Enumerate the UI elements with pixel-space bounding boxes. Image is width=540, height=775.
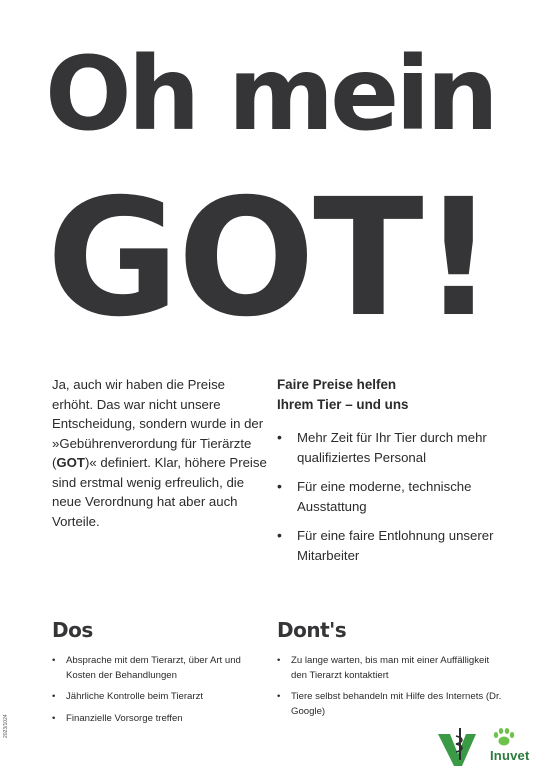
print-code: 2023/1024 bbox=[3, 714, 9, 738]
intro-text-part-2: )« definiert. Klar, höhere Preise sind erstmal wenig erfreulich, die neue Verordnung hat aber auch Vorteile. bbox=[52, 455, 267, 529]
intro-text-bold: GOT bbox=[56, 455, 85, 470]
bullet-icon: • bbox=[277, 429, 282, 445]
list-item-text: Zu lange warten, bis man mit einer Auffälligkeit den Tierarzt kontaktiert bbox=[291, 655, 490, 681]
fair-prices-section bbox=[277, 375, 517, 575]
bullet-icon: • bbox=[52, 655, 56, 666]
headline-line-1: Oh mein bbox=[45, 35, 495, 154]
fair-heading-line-1: Faire Preise helfen bbox=[277, 377, 397, 392]
donts-title: Dont's bbox=[277, 618, 347, 642]
list-item-text: Für eine faire Entlohnung unserer Mitarbeiter bbox=[297, 528, 494, 563]
fair-heading-line-2: Ihrem Tier – und uns bbox=[277, 396, 409, 412]
list-item bbox=[277, 690, 502, 719]
fair-prices-list bbox=[277, 428, 517, 565]
list-item-text: Mehr Zeit für Ihr Tier durch mehr qualifiziertes Personal bbox=[297, 430, 487, 465]
intro-paragraph bbox=[52, 375, 267, 531]
bullet-icon: • bbox=[52, 712, 56, 724]
fair-prices-heading bbox=[277, 375, 517, 414]
inuvet-logo bbox=[436, 724, 532, 770]
list-item-text: Absprache mit dem Tierarzt, über Art und Kosten der Behandlungen bbox=[66, 655, 241, 681]
logo-brand-text: Inuvet bbox=[490, 748, 530, 763]
list-item-text: Jährliche Kontrolle beim Tierarzt bbox=[66, 691, 204, 702]
list-item bbox=[277, 477, 517, 516]
headline-line-2: GOT! bbox=[46, 165, 494, 353]
list-item bbox=[52, 690, 267, 705]
dos-title: Dos bbox=[52, 618, 93, 642]
intro-text-part-1: Ja, auch wir haben die Preise erhöht. Das war nicht unsere Entscheidung, sondern wurde in der »Gebührenverordung für Tierärzte ( bbox=[52, 377, 264, 470]
list-item-text: Für eine moderne, technische Ausstattung bbox=[297, 479, 472, 514]
list-item bbox=[277, 526, 517, 565]
bullet-icon: • bbox=[277, 527, 282, 543]
bullet-icon: • bbox=[52, 691, 56, 702]
dos-list bbox=[52, 654, 267, 733]
list-item bbox=[52, 712, 267, 727]
list-item bbox=[52, 654, 267, 683]
bullet-icon: • bbox=[277, 478, 282, 494]
list-item-text: Tiere selbst behandeln mit Hilfe des Internets (Dr. Google) bbox=[291, 691, 502, 717]
logo-mark-icon bbox=[436, 724, 532, 770]
bullet-icon: • bbox=[277, 655, 281, 666]
list-item-text: Finanzielle Vorsorge treffen bbox=[66, 712, 183, 724]
bullet-icon: • bbox=[277, 691, 281, 702]
list-item bbox=[277, 428, 517, 467]
list-item bbox=[277, 654, 502, 683]
donts-list bbox=[277, 654, 502, 726]
